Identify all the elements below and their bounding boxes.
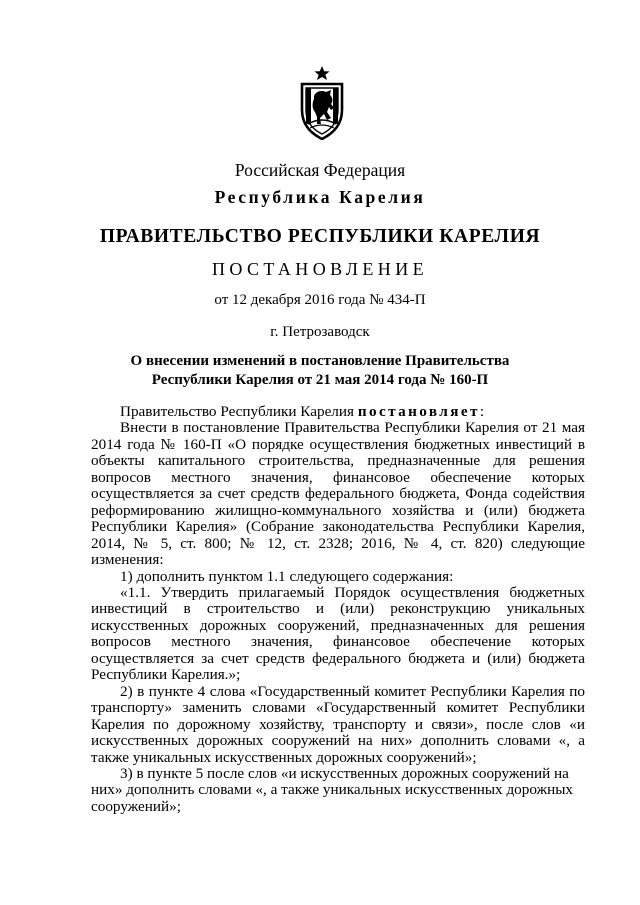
body-paragraph: 3) в пункте 5 после слов «и искусственных дорожных сооружений на них» дополнить словами «, а также уникальных искусственных дорожных сооружений»; — [91, 764, 574, 815]
body-paragraph: «1.1. Утвердить прилагаемый Порядок осуществления бюджетных инвестиций в строительство и (или) реконструкцию уникальных искусственных дорожных сооружений, предназначенных для решения вопросов местного значения, финансовое обеспечение которых осуществляется за счет средств федерального бюджета и (или) бюджета Республики Карелия.»; — [91, 583, 585, 684]
karelia-coat-of-arms-icon — [298, 66, 346, 140]
government-name: ПРАВИТЕЛЬСТВО РЕСПУБЛИКИ КАРЕЛИЯ — [99, 226, 541, 247]
country-name: Российская Федерация — [234, 160, 406, 180]
republic-name: Республика Карелия — [214, 187, 426, 207]
subject-line-1: О внесении изменений в постановление Правительства — [130, 353, 510, 369]
lead-text: Правительство Республики Карелия — [120, 403, 358, 420]
document-city: г. Петрозаводск — [270, 324, 370, 340]
lead-tail: : — [479, 403, 485, 420]
lead-spaced-word: постановляет — [357, 403, 480, 420]
subject-line-2: Республики Карелия от 21 мая 2014 года № 160-П — [151, 372, 489, 388]
document-type: ПОСТАНОВЛЕНИЕ — [211, 259, 429, 279]
body-paragraph: Внести в постановление Правительства Республики Карелия от 21 мая 2014 года № 160-П «О порядке осуществления бюджетных инвестиций в объекты капитального строительства, предназначенные для решения вопросов местного значения, финансовое обеспечение которых осуществляется за счет средств федерального бюджета, Фонда содействия реформированию жилищно-коммунального хозяйства и (или) бюджета Республики Карелия» (Собрание законодательства Республики Карелия, 2014, № 5, ст. 800; № 12, ст. 2328; 2016, № 4, ст. 820) следующие изменения: — [91, 419, 585, 569]
body-paragraph: 2) в пункте 4 слова «Государственный комитет Республики Карелия по транспорту» заменить словами «Государственный комитет Республики Карелия по дорожному хозяйству, транспорту и связи», после слов «и искусственных дорожных сооружений на них» дополнить словами «, а также уникальных искусственных дорожных сооружений»; — [91, 682, 585, 766]
body-paragraph: 1) дополнить пунктом 1.1 следующего содержания: — [120, 567, 454, 585]
document-body — [91, 404, 585, 815]
lead-paragraph — [91, 404, 585, 420]
document-subject — [0, 352, 640, 390]
document-date-number: от 12 декабря 2016 года № 434-П — [214, 292, 426, 308]
